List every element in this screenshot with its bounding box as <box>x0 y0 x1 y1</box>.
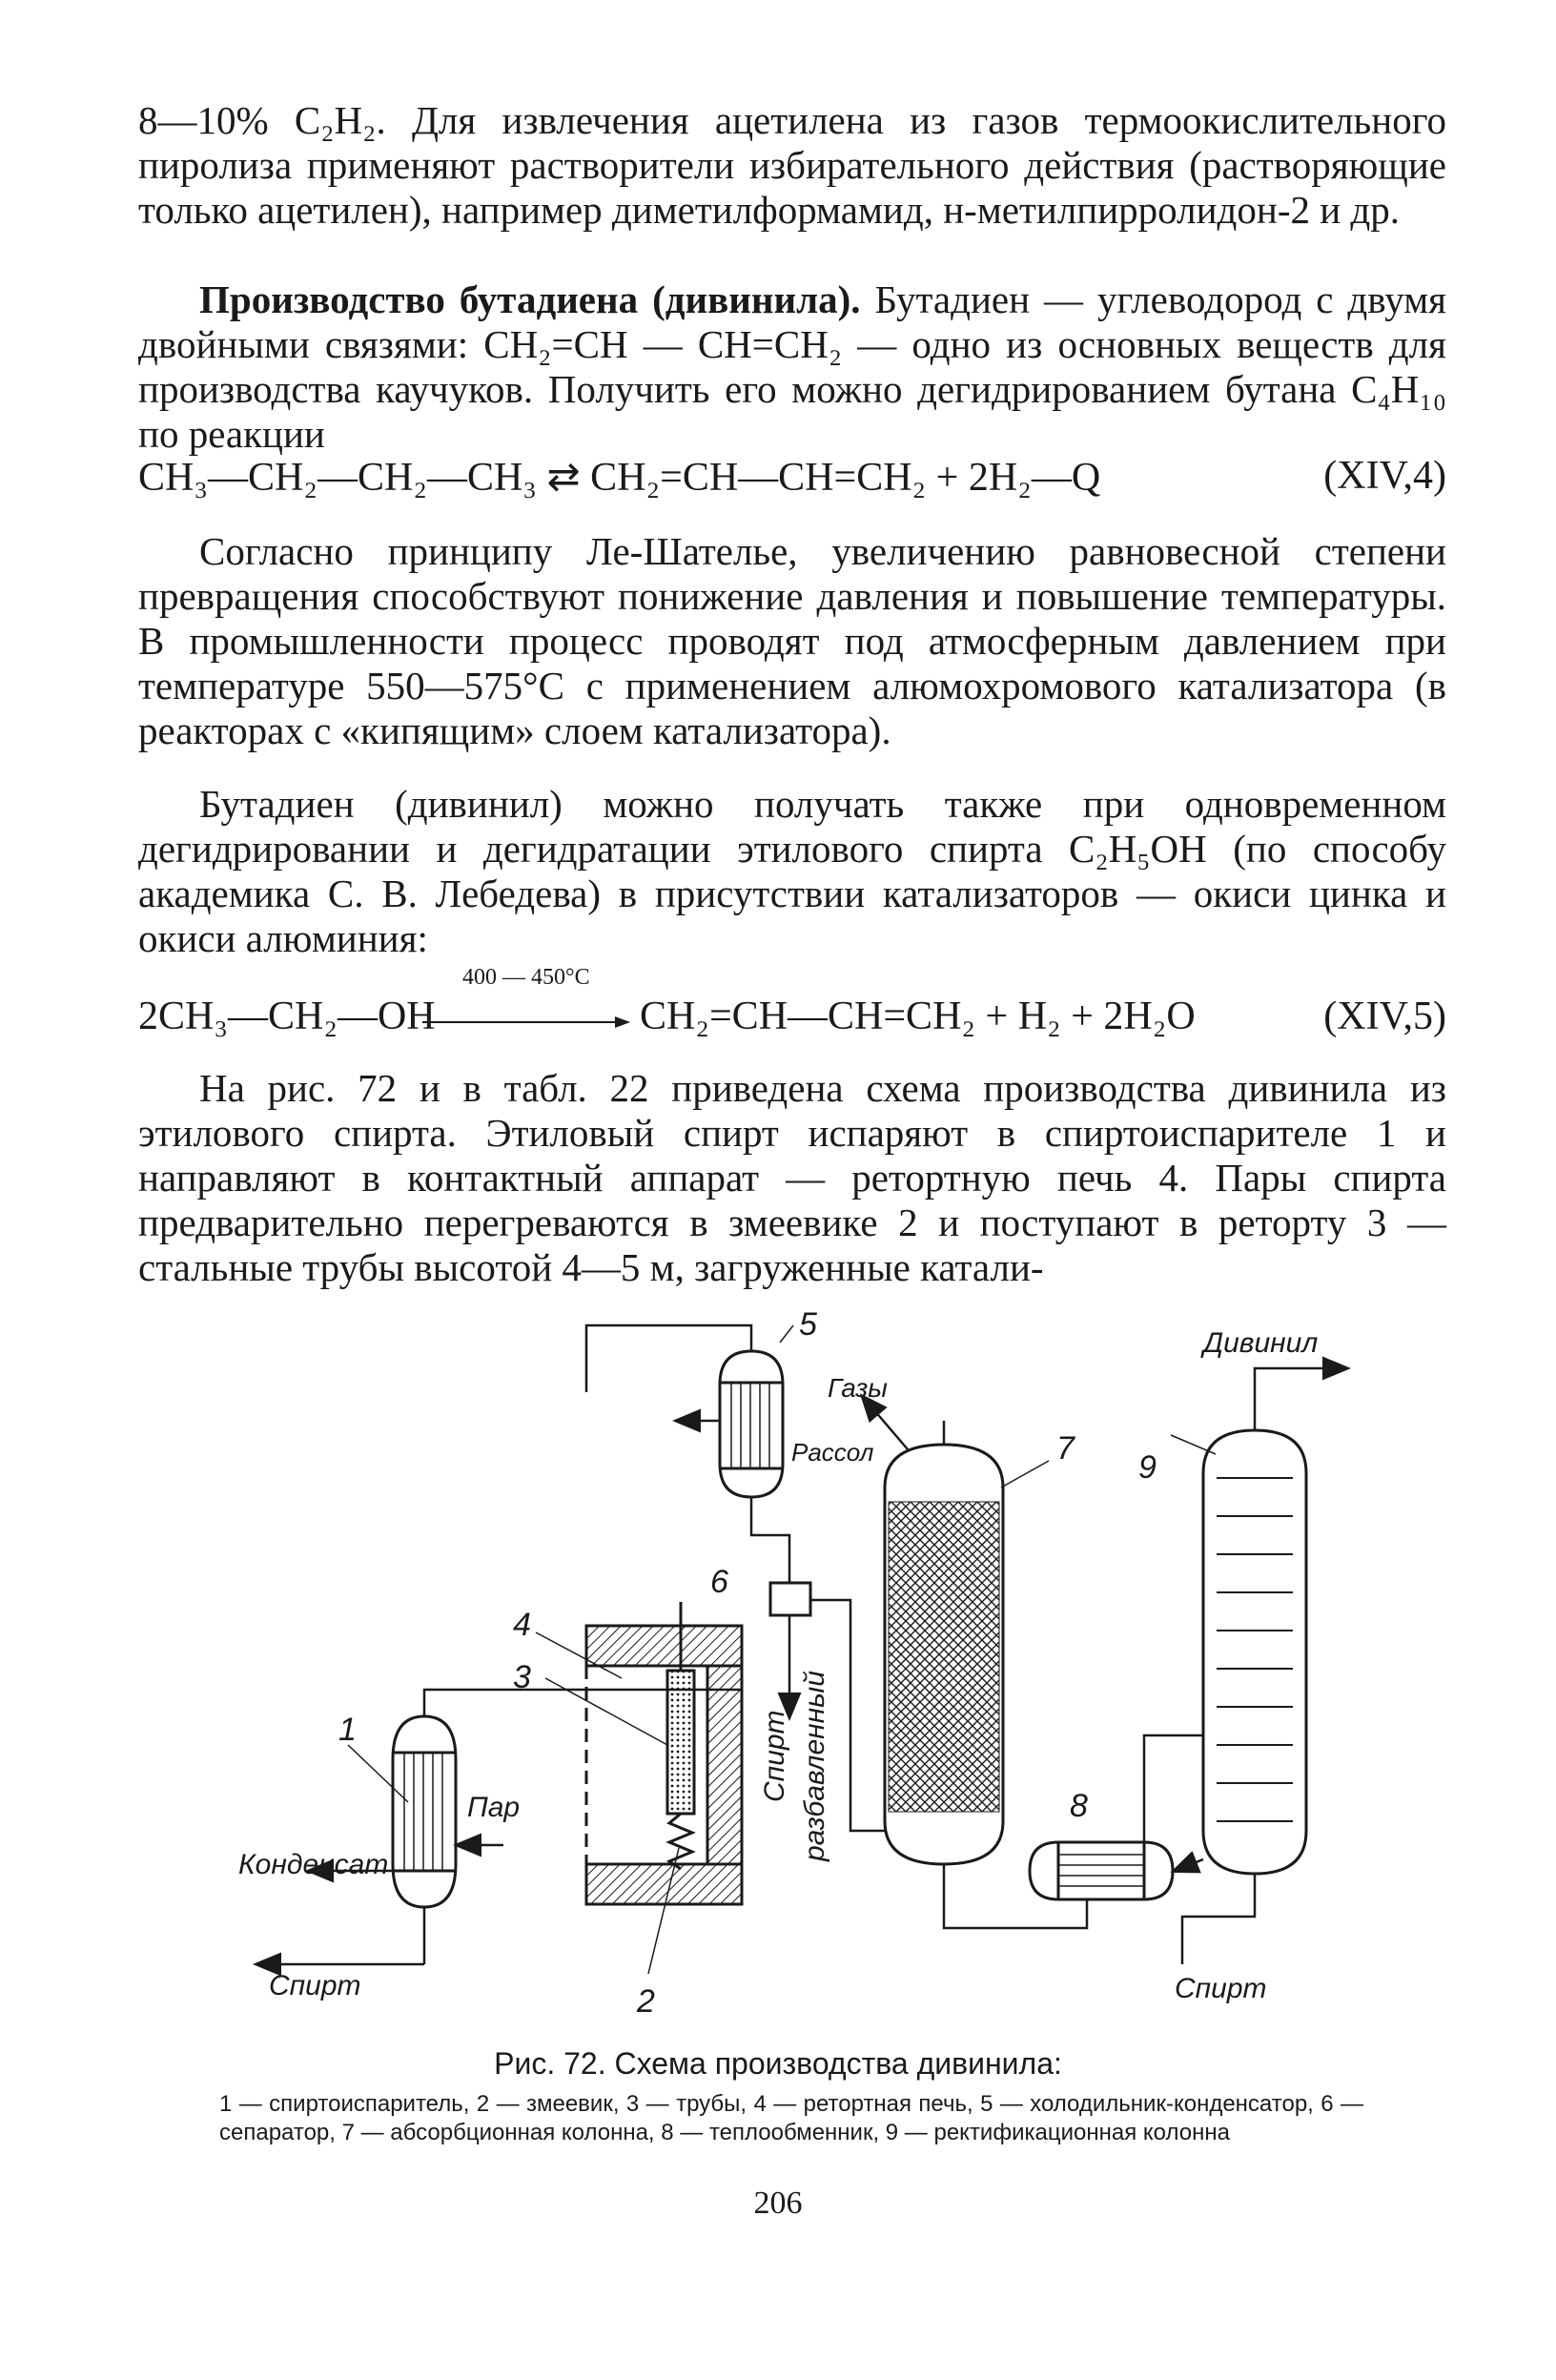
reaction-arrow <box>422 1013 630 1032</box>
retort-furnace <box>586 1626 742 1904</box>
figure-caption-legend: 1 — спиртоиспаритель, 2 — змеевик, 3 — трубы, 4 — ретортная печь, 5 — холодильник-конденсатор, 6 — сепаратор, 7 — абсорбционная колонна, 8 — теплообменник, 9 — ректификационная колонна <box>219 2091 1363 2145</box>
paragraph-butadiene-production <box>138 277 1446 457</box>
absorption-column <box>885 1445 1003 1864</box>
equation-xiv-4 <box>138 453 1446 501</box>
label-4: 4 <box>513 1607 531 1643</box>
label-condensate: Конденсат <box>238 1849 389 1880</box>
page-number: 206 <box>753 2185 803 2221</box>
label-8: 8 <box>1070 1788 1088 1824</box>
label-6: 6 <box>710 1564 728 1600</box>
label-divinyl: Дивинил <box>1203 1327 1319 1359</box>
label-3: 3 <box>513 1659 531 1695</box>
equation-xiv-5-condition: 400 — 450°C <box>462 965 590 990</box>
equation-xiv-5-left: 2CH₃—CH₂—OH <box>138 995 436 1038</box>
equation-xiv-5-right: CH₂=CH—CH=CH₂ + H₂ + 2H₂O <box>640 995 1196 1038</box>
figure-caption-title: Рис. 72. Схема производства дивинила: <box>494 2046 1062 2081</box>
rectification-column <box>1203 1430 1306 1874</box>
figure-divinyl-process-diagram <box>0 1297 1556 2041</box>
label-5: 5 <box>799 1306 817 1343</box>
label-alcohol-return: Спирт <box>1175 1973 1267 2004</box>
heat-exchanger <box>1030 1842 1173 1899</box>
label-diluted-alcohol-1: Спирт <box>759 1710 790 1802</box>
equation-xiv-4-body: CH₃—CH₂—CH₂—CH₃ ⇄ CH₂=CH—CH=CH₂ + 2H₂—Q <box>138 456 1101 500</box>
equation-xiv-5-number: (XIV,5) <box>1323 995 1446 1038</box>
paragraph-le-chatelier: Согласно принципу Ле-Шателье, увеличению равновесной степени превращения способствуют понижение давления и повышение температуры. В промышленности процесс проводят под атмосферным давлением при температуре 550—575°C с применением алюмохромового катализатора (в реакторах с «кипящим» слоем катализатора). <box>138 529 1446 752</box>
label-1: 1 <box>338 1712 357 1748</box>
cooler-condenser <box>720 1351 783 1497</box>
paragraph-butadiene-body: Бутадиен — углеводород с двумя двойными связями: CH₂=CH — CH=CH₂ — одно из основных веществ для производства каучуков. Получить его можно дегидрированием бутана C₄H₁₀ по реакции <box>138 277 1447 456</box>
label-brine: Рассол <box>791 1438 874 1467</box>
paragraph-acetylene: 8—10% C₂H₂. Для извлечения ацетилена из газов термоокислительного пиролиза применяют растворители избирательного действия (растворяющие только ацетилен), например диметилформамид, н-метилпирролидон-2 и др. <box>138 98 1446 232</box>
separator <box>770 1583 810 1615</box>
label-steam: Пар <box>467 1792 521 1823</box>
paragraph-lebedev: Бутадиен (дивинил) можно получать также при одновременном дегидрировании и дегидратации этилового спирта C₂H₅OH (по способу академика С. В. Лебедева) в присутствии катализаторов — окиси цинка и окиси алюминия: <box>138 782 1446 960</box>
label-alcohol-in: Спирт <box>269 1970 361 2001</box>
alcohol-evaporator <box>393 1716 456 1907</box>
equation-xiv-5 <box>138 965 1446 1041</box>
label-diluted-alcohol-2: разбавленный <box>799 1671 830 1861</box>
label-2: 2 <box>637 1983 655 2020</box>
paragraph-figure-intro: На рис. 72 и в табл. 22 приведена схема производства дивинила из этилового спирта. Этиловый спирт испаряют в спиртоиспарителе 1 и направляют в контактный аппарат — ретортную печь 4. Пары спирта предварительно перегреваются в змеевике 2 и поступают в реторту 3 — стальные трубы высотой 4—5 м, загруженные катали- <box>138 1066 1446 1289</box>
equation-xiv-4-number: (XIV,4) <box>1323 454 1446 498</box>
label-gases: Газы <box>828 1373 888 1403</box>
label-7: 7 <box>1056 1430 1075 1467</box>
label-9: 9 <box>1138 1449 1157 1486</box>
section-heading-butadiene: Производство бутадиена (дивинила). <box>199 277 861 321</box>
